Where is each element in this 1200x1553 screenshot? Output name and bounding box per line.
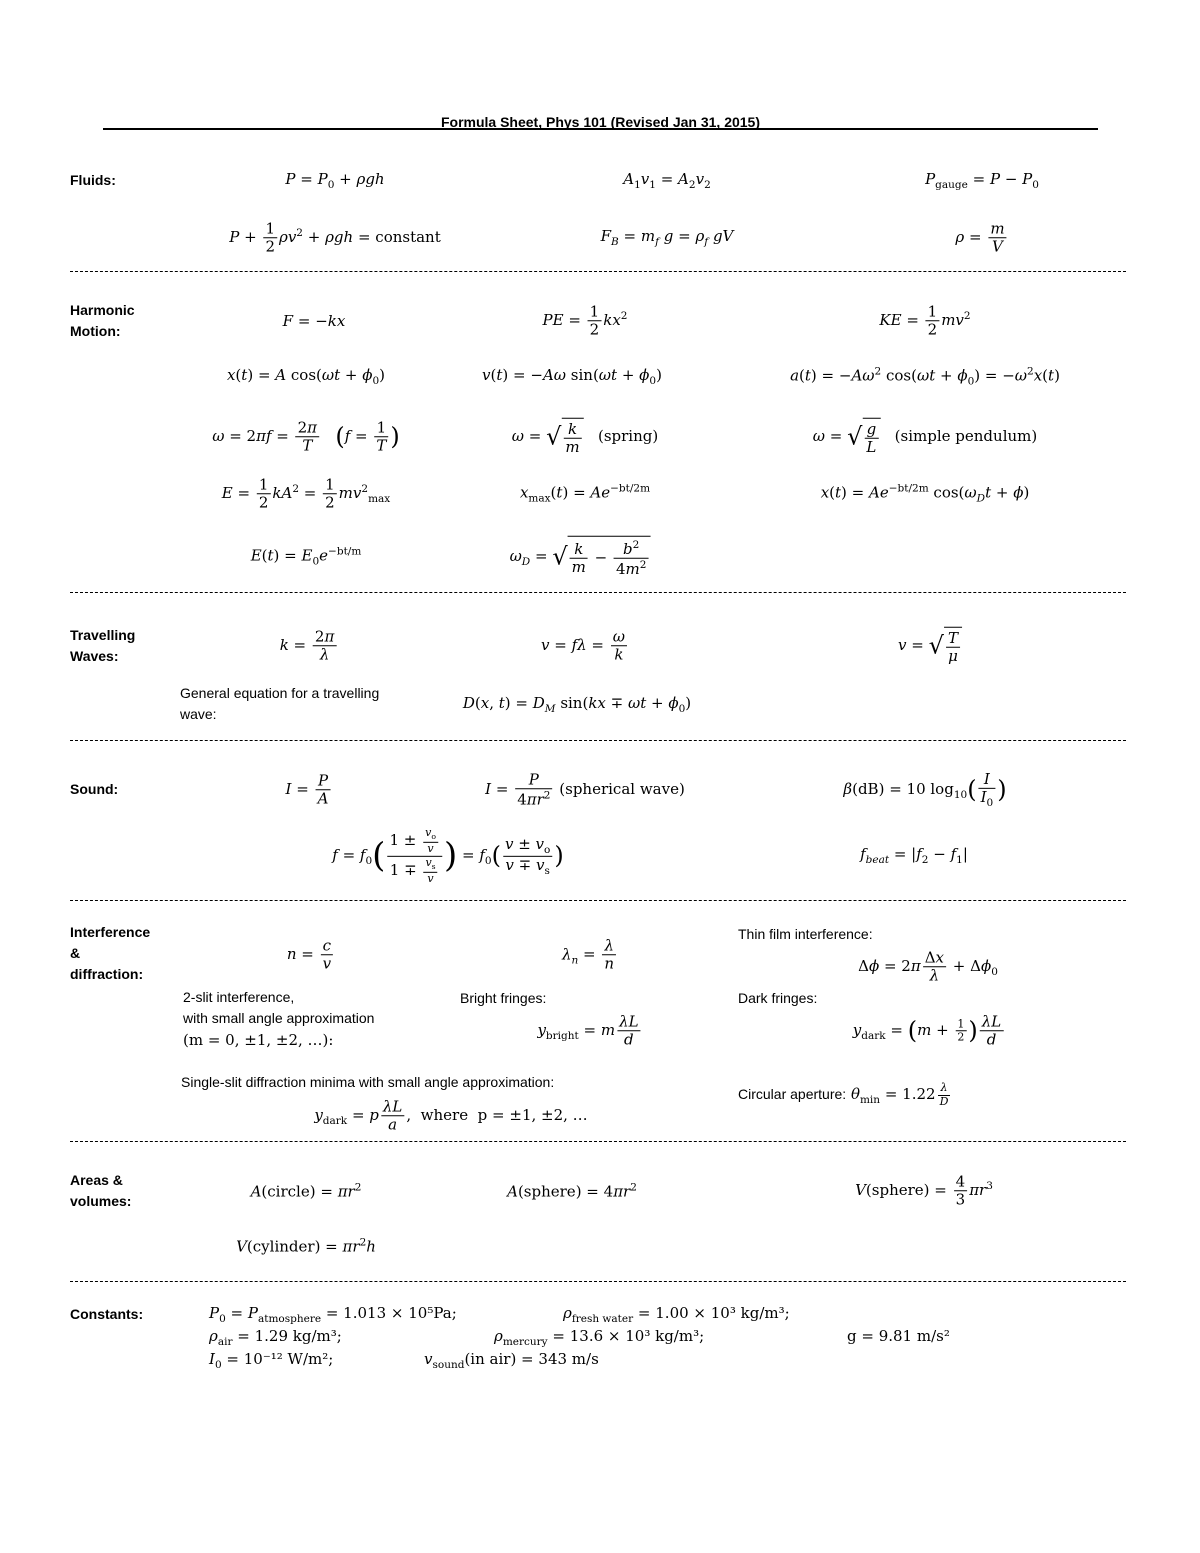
formula-intensity-spherical: I = $\frac{P}{4\pi r^2}$ (spherical wave)	[485, 770, 685, 809]
section-label-sound: Sound:	[70, 781, 119, 797]
formula-shm-velocity: v(t) = −Aω $\sin(\omega t + \phi_0)$	[482, 366, 662, 388]
note-travelling-wave: General equation for a travelling wave:	[180, 685, 380, 722]
constant-fresh-water-density: $\rho_{fresh water} = 1.00 \times 10^3$ kg/m³;	[563, 1304, 790, 1325]
formula-angular-frequency: ω = 2πf = $\frac{2\pi}{T}$ (f = $\frac{1}{T}$ )	[212, 418, 400, 455]
formula-decibel: β(dB) = 10 $\log_{10}$( $\frac{I}{I_0}$ )	[843, 769, 1007, 810]
formula-hooke: F = −kx	[282, 312, 346, 330]
formula-string-speed: v = √ $\frac{T}{\mu}$	[898, 627, 962, 666]
formula-volume-sphere: V(sphere) = $\frac{4}{3}$ $\pi r^3$	[855, 1172, 993, 1209]
formula-bright-fringes: $y_{bright} = m$ $\frac{\lambda L}{d}$	[537, 1012, 639, 1049]
section-label-areas: Areas & volumes:	[70, 1172, 132, 1209]
formula-density: ρ = $\frac{m}{V}$	[955, 219, 1005, 256]
formula-damped-omega: $\omega_D$ = √ $\frac{k}{m}$ − $\frac{b^2}{4m^2}$	[510, 536, 651, 579]
formula-area-circle: A(circle) = $\pi r^2$	[250, 1181, 362, 1201]
formula-travelling-wave: D(x, $t) = D_M$ $\sin(kx \mp \omega t + \phi_0)$	[462, 694, 692, 716]
formula-wave-speed: v = fλ = $\frac{\omega}{k}$	[541, 627, 625, 664]
formula-wavelength-medium: $\lambda_n$ = $\frac{\lambda}{n}$	[561, 936, 615, 973]
constant-gravity: g = 9.81 m/s²	[847, 1327, 950, 1345]
formula-damped-position: $x(t) = Ae^{-bt/2m}$ $\cos(\omega_Dt + \phi)$	[820, 482, 1030, 505]
note-bright-fringes: Bright fringes:	[460, 990, 547, 1006]
formula-single-slit: $y_{dark} = p$ $\frac{\lambda L}{a}$ , where p = ±1, ±2, …	[314, 1097, 588, 1134]
formula-dark-fringes: $y_{dark} = (m$ + $\frac{1}{2}$ ) $\frac{\lambda L}{d}$	[852, 1012, 1002, 1049]
constant-mercury-density: $\rho_{mercury} = 13.6 \times 10^3$ kg/m³;	[494, 1327, 705, 1348]
formula-omega-pendulum: ω = √ $\frac{g}{L}$ (simple pendulum)	[812, 419, 1038, 456]
note-thin-film: Thin film interference:	[738, 926, 873, 942]
formula-damped-amplitude: $x_{max}(t) = Ae^{-bt/2m}$	[519, 482, 651, 505]
note-dark-fringes: Dark fringes:	[738, 990, 818, 1006]
formula-buoyancy: $F_B = m_f$ $g = \rho_f$ gV	[600, 227, 734, 249]
formula-shm-position: x(t) = A $\cos(\omega t + \phi_0)$	[226, 366, 386, 388]
section-label-waves: Travelling Waves:	[70, 627, 136, 664]
constant-reference-intensity: $I_0 = 10^{-12}$ W/m²;	[209, 1350, 334, 1371]
formula-beat-frequency: $f_{beat} = |f_2 - f_1|$	[860, 845, 968, 867]
section-label-constants: Constants:	[70, 1306, 144, 1322]
formula-two-slit-m: (m = 0, ±1, ±2, …):	[183, 1031, 334, 1049]
formula-bernoulli: P + $\frac{1}{2}$ $\rho v^2 + \rho gh$ = constant	[229, 219, 441, 256]
constant-atmospheric-pressure: $P_0 = P_{atmosphere} = 1.013 \times 10^5Pa$;	[209, 1304, 457, 1325]
formula-continuity: $A_1v_1 = A_2v_2$	[623, 170, 711, 192]
formula-gauge-pressure: $P_{gauge} = P - P_0$	[925, 170, 1039, 192]
formula-intensity: I = $\frac{P}{A}$	[285, 771, 329, 808]
constant-air-density: $\rho_{air} = 1.29$ kg/m³;	[209, 1327, 342, 1348]
formula-shm-acceleration: $a(t) = -A\omega^2$ $\cos(\omega t + \phi_0) = -\omega^2x(t)$	[790, 365, 1060, 388]
note-single-slit: Single-slit diffraction minima with small angle approximation:	[181, 1074, 555, 1090]
formula-area-sphere: A(sphere) = $4\pi r^2$	[507, 1181, 637, 1201]
formula-shm-energy: E = $\frac{1}{2}$ $kA^2$ = $\frac{1}{2}$ $mv^2_{max}$	[221, 475, 391, 512]
section-label-harmonic: Harmonic Motion:	[70, 302, 135, 339]
formula-circular-aperture: Circular aperture: $\theta_{min} = 1.22$ $\frac{\lambda}{D}$	[738, 1081, 949, 1108]
formula-refractive-index: n = $\frac{c}{v}$	[286, 936, 332, 973]
section-label-fluids: Fluids:	[70, 172, 116, 188]
constant-speed-of-sound: $v_{sound}(in$ air) = 343 m/s	[424, 1350, 599, 1371]
formula-wave-number: k = $\frac{2\pi}{\lambda}$	[279, 627, 335, 664]
section-divider	[70, 592, 1126, 593]
section-divider	[70, 1281, 1126, 1282]
section-label-interference: Interference & diffraction:	[70, 924, 151, 982]
formula-doppler: $f = f_0$( 1 ± $\frac{v_o}{v}$ 1 ∓ $\frac{v_s}{v}$ ) = $f_0$( $\frac{v \pm v_o}{v \mp v_s}$ )	[332, 825, 564, 885]
formula-omega-spring: ω = √ $\frac{k}{m}$ (spring)	[511, 419, 659, 456]
section-divider	[70, 271, 1126, 272]
formula-spring-pe: PE = $\frac{1}{2}$ $kx^2$	[542, 302, 628, 339]
title-rule	[103, 128, 1098, 130]
section-divider	[70, 740, 1126, 741]
formula-thin-film-phase: Δϕ = 2π $\frac{\Delta x}{\lambda}$ + $\Delta\phi_0$	[858, 948, 998, 985]
page-title: Formula Sheet, Phys 101 (Revised Jan 31, 2015)	[440, 114, 761, 130]
formula-damped-energy: $E(t) = E_0e^{-bt/m}$	[250, 545, 362, 568]
note-two-slit: 2-slit interference, with small angle approximation	[183, 989, 375, 1026]
formula-ke: KE = $\frac{1}{2}$ $mv^2$	[879, 302, 971, 339]
formula-volume-cylinder: V(cylinder) = $\pi r^2h$	[236, 1236, 376, 1256]
section-divider	[70, 1141, 1126, 1142]
formula-hydrostatic-pressure: $P = P_0 + \rho gh$	[285, 170, 385, 192]
section-divider	[70, 900, 1126, 901]
